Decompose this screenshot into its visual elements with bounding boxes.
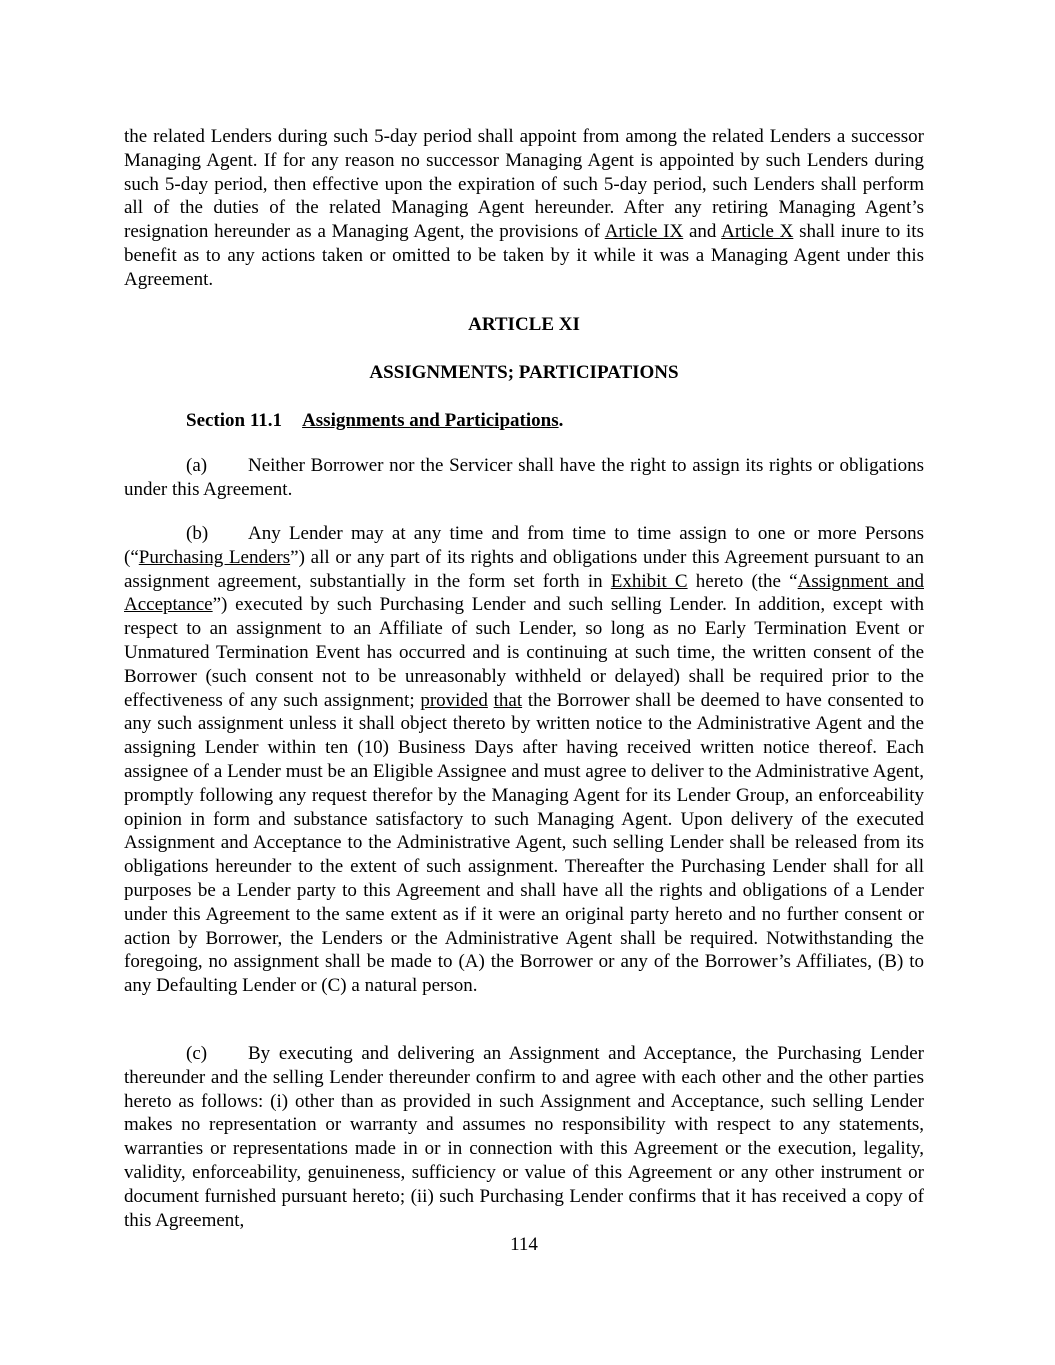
paragraph-a-marker: (a) bbox=[186, 455, 208, 476]
paragraph-a bbox=[124, 454, 924, 502]
continuation-text-2: and bbox=[683, 221, 722, 243]
paragraph-b-text-6: the Borrower shall be deemed to have consented to any such assignment unless it shall object thereto by written notice to the Administrative Agent and the assigning Lender within ten (10) Business Days after having received written notice thereof. Each assignee of a Lender must be an Eligible Assignee and must agree to deliver to the Administrative Agent, promptly following any request therefor by the Managing Agent for its Lender Group, an enforceability opinion in form and substance satisfactory to such Managing Agent. Upon delivery of the executed Assignment and Acceptance to the Administrative Agent, such selling Lender shall be released from its obligations hereunder to the extent of such assignment. Thereafter the Purchasing Lender shall for all purposes be a Lender party to this Agreement and shall have all the rights and obligations of a Lender under this Agreement to the same extent as if it were an original party hereto and no further consent or action by Borrower, the Lenders or the Administrative Agent shall be required. Notwithstanding the foregoing, no assignment shall be made to (A) the Borrower or any of the Borrower’s Affiliates, (B) to any Defaulting Lender or (C) a natural person. bbox=[124, 689, 925, 997]
paragraph-b-text-2: ”) all or any part of its rights and obligations under this Agreement pursuant to an assignment agreement, substantially in the form set forth in bbox=[124, 546, 924, 592]
section-heading bbox=[186, 409, 563, 433]
continuation-paragraph bbox=[124, 125, 924, 292]
purchasing-lenders-term: Purchasing Lenders bbox=[138, 546, 291, 568]
article-title: ASSIGNMENTS; PARTICIPATIONS bbox=[369, 362, 679, 383]
exhibit-c-reference: Exhibit C bbox=[610, 570, 688, 592]
that-term: that bbox=[493, 689, 523, 711]
section-title: Assignments and Participations bbox=[302, 410, 559, 431]
article-x-reference: Article X bbox=[721, 221, 794, 243]
paragraph-b-text-4: ”) executed by such Purchasing Lender and such selling Lender. In addition, except with respect to an assignment to an Affiliate of such Lender, so long as no Early Termination Event or Unmatured Termination Event has occurred and is continuing at such time, the written consent of the Borrower (such consent not to be unreasonably withheld or delayed) shall be required prior to the effectiveness of any such assignment; bbox=[124, 594, 924, 711]
section-number: Section 11.1 bbox=[186, 410, 283, 431]
assignment-and-acceptance-term: Assignment and Acceptance bbox=[124, 570, 925, 616]
paragraph-c-text: By executing and delivering an Assignment and Acceptance, the Purchasing Lender thereunder and the selling Lender thereunder confirm to and agree with each other and the other parties hereto as follows: (i) other than as provided in such Assignment and Acceptance, such selling Lender makes no representation or warranty and assumes no responsibility with respect to any statements, warranties or representations made in or in connection with this Agreement or the execution, legality, validity, enforceability, genuineness, sufficiency or value of this Agreement or any other instrument or document furnished pursuant hereto; (ii) such Purchasing Lender confirms that it has received a copy of this Agreement, bbox=[124, 1043, 924, 1231]
section-period: . bbox=[558, 410, 564, 431]
paragraph-b-text-1: Any Lender may at any time and from time to time assign to one or more Persons (“ bbox=[124, 523, 924, 568]
continuation-text-1: the related Lenders during such 5-day period shall appoint from among the related Lenders a successor Managing Agent. If for any reason no successor Managing Agent is appointed by such Lenders during such 5-day period, then effective upon the expiration of such 5-day period, such Lenders shall perform all of the duties of the related Managing Agent hereunder. After any retiring Managing Agent’s resignation hereunder as a Managing Agent, the provisions of bbox=[124, 126, 924, 243]
paragraph-b-marker: (b) bbox=[186, 523, 209, 544]
paragraph-c bbox=[124, 1042, 924, 1232]
paragraph-c-marker: (c) bbox=[186, 1043, 208, 1064]
provided-term: provided bbox=[420, 689, 488, 711]
continuation-text-3: shall inure to its benefit as to any actions taken or omitted to be taken by it while it was a Managing Agent under this Agreement. bbox=[124, 221, 924, 290]
article-ix-reference: Article IX bbox=[604, 221, 684, 243]
page-number: 114 bbox=[510, 1234, 538, 1255]
article-number: ARTICLE XI bbox=[468, 314, 580, 335]
paragraph-b-text-3: hereto (the “ bbox=[687, 570, 798, 592]
paragraph-b bbox=[124, 522, 924, 998]
paragraph-a-text: Neither Borrower nor the Servicer shall have the right to assign its rights or obligations under this Agreement. bbox=[124, 455, 924, 500]
